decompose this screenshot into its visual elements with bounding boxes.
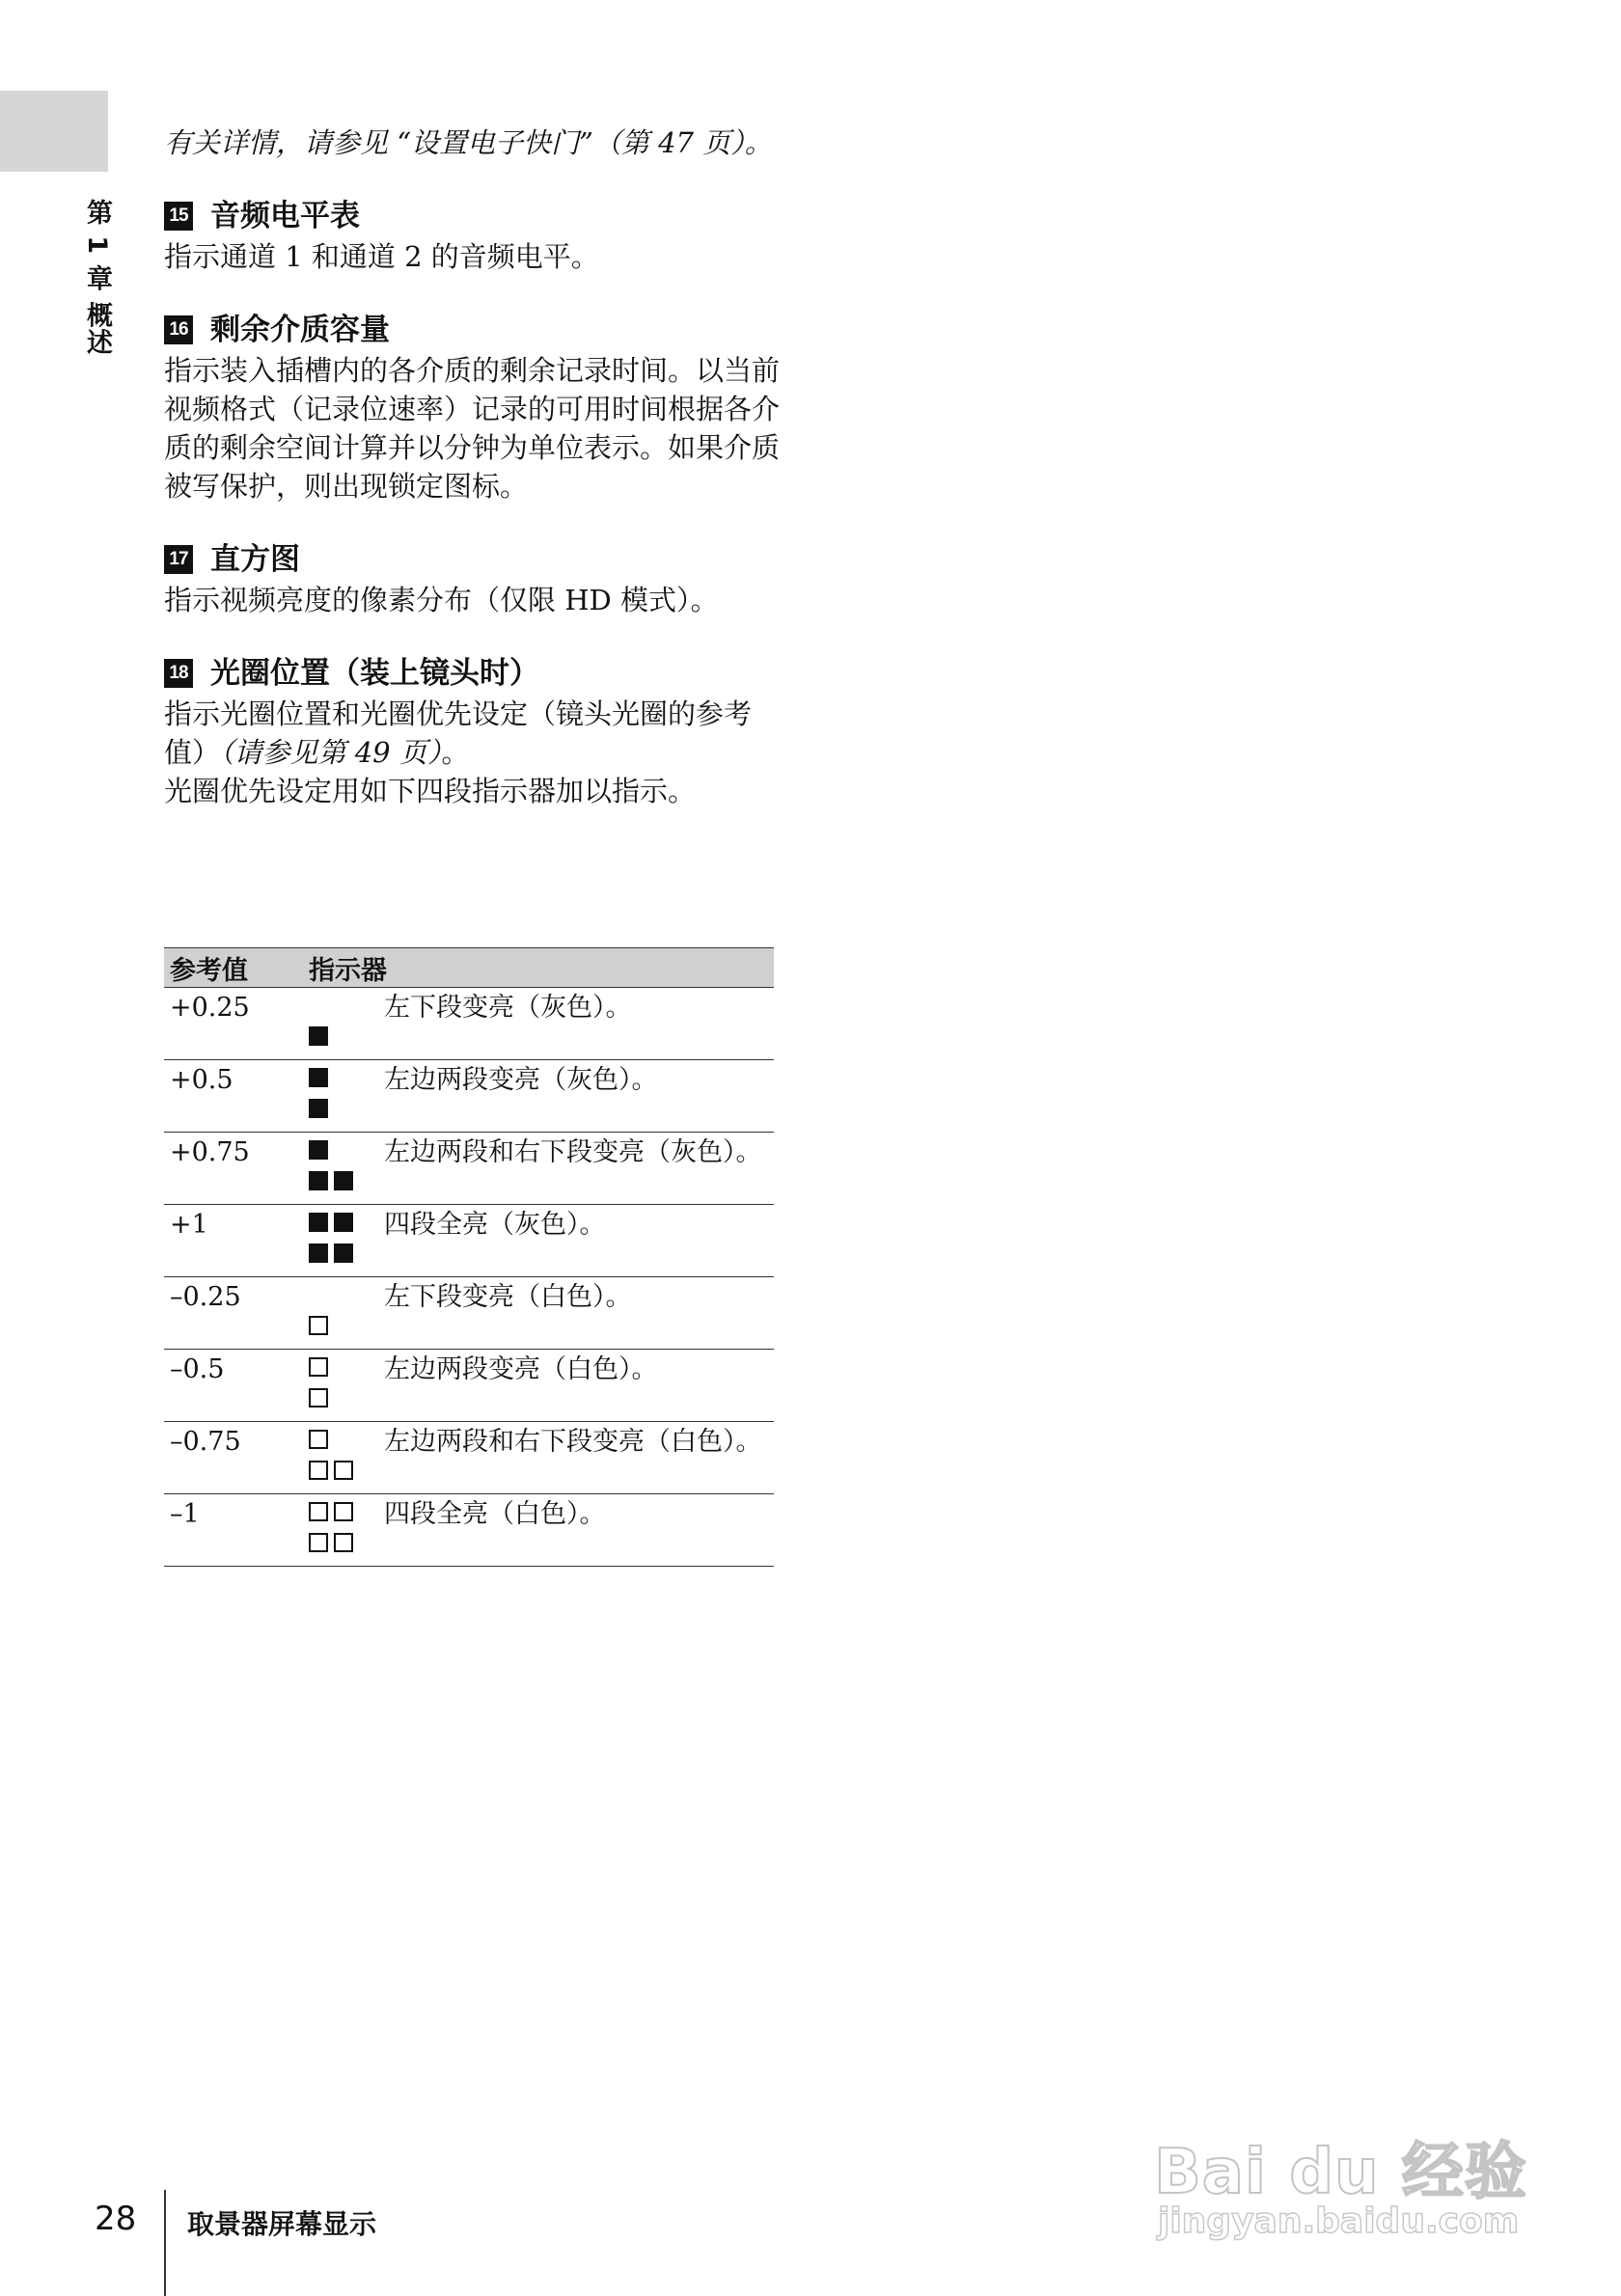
section-number-badge: 15 xyxy=(164,202,193,231)
table-row xyxy=(164,1422,774,1494)
hollow-square-icon xyxy=(334,1533,353,1552)
indicator-description: 左下段变亮（灰色）。 xyxy=(378,988,774,1060)
indicator-cell xyxy=(303,1350,378,1422)
section-title: 音频电平表 xyxy=(210,199,360,233)
filled-square-icon xyxy=(309,1140,328,1160)
chapter-tab xyxy=(0,91,108,172)
table-row xyxy=(164,1350,774,1422)
indicator-cell xyxy=(303,1422,378,1494)
footer-divider xyxy=(164,2190,166,2296)
reference-value: –0.5 xyxy=(164,1350,303,1422)
chapter-label: 第 1 章 概述 xyxy=(82,199,112,356)
section-16 xyxy=(164,311,782,506)
hollow-square-icon xyxy=(309,1461,328,1480)
indicator-description: 左边两段和右下段变亮（灰色）。 xyxy=(378,1133,774,1205)
filled-square-icon xyxy=(309,1026,328,1046)
section-body: 指示装入插槽内的各介质的剩余记录时间。以当前视频格式（记录位速率）记录的可用时间根据各介质的剩余空间计算并以分钟为单位表示。如果介质被写保护，则出现锁定图标。 xyxy=(164,354,781,503)
indicator-cell xyxy=(303,1205,378,1277)
indicator-description: 左边两段变亮（灰色）。 xyxy=(378,1060,774,1133)
indicator-cell xyxy=(303,1494,378,1567)
section-17 xyxy=(164,540,782,619)
four-segment-indicator-icon xyxy=(309,996,372,1052)
four-segment-indicator-icon xyxy=(309,1357,372,1413)
filled-square-icon xyxy=(334,1171,353,1190)
reference-value: –0.75 xyxy=(164,1422,303,1494)
section-title: 直方图 xyxy=(210,542,300,577)
indicator-description: 左边两段变亮（白色）。 xyxy=(378,1350,774,1422)
section-title: 剩余介质容量 xyxy=(210,313,390,347)
hollow-square-icon xyxy=(309,1430,328,1449)
four-segment-indicator-icon xyxy=(309,1430,372,1486)
table-row xyxy=(164,988,774,1060)
section-number-badge: 18 xyxy=(164,659,193,688)
indicator-cell xyxy=(303,1060,378,1133)
col-header-indicator: 指示器 xyxy=(303,948,774,988)
section-title: 光圈位置（装上镜头时） xyxy=(210,656,539,691)
section-body: 指示光圈位置和光圈优先设定（镜头光圈的参考值）（请参见第 49 页）。 xyxy=(164,697,753,769)
reference-value: –1 xyxy=(164,1494,303,1567)
reference-value: –0.25 xyxy=(164,1277,303,1350)
four-segment-indicator-icon xyxy=(309,1068,372,1124)
watermark-logo: Bai du 经验 xyxy=(1154,2137,1527,2208)
four-segment-indicator-icon xyxy=(309,1213,372,1269)
page-reference: （请参见第 49 页） xyxy=(220,736,442,769)
footer-title: 取景器屏幕显示 xyxy=(187,2208,377,2240)
table-row xyxy=(164,1133,774,1205)
table-row xyxy=(164,1205,774,1277)
reference-value: +0.5 xyxy=(164,1060,303,1133)
filled-square-icon xyxy=(309,1068,328,1087)
page-number: 28 xyxy=(95,2200,137,2238)
reference-value: +0.25 xyxy=(164,988,303,1060)
filled-square-icon xyxy=(334,1244,353,1263)
section-body: 指示通道 1 和通道 2 的音频电平。 xyxy=(164,240,599,273)
filled-square-icon xyxy=(334,1213,353,1232)
hollow-square-icon xyxy=(309,1388,328,1408)
filled-square-icon xyxy=(309,1213,328,1232)
indicator-cell xyxy=(303,1133,378,1205)
section-body: 指示视频亮度的像素分布（仅限 HD 模式）。 xyxy=(164,584,719,616)
hollow-square-icon xyxy=(334,1502,353,1521)
col-header-value: 参考值 xyxy=(164,948,303,988)
table-row xyxy=(164,1277,774,1350)
table-row xyxy=(164,1060,774,1133)
section-number-badge: 16 xyxy=(164,315,193,344)
filled-square-icon xyxy=(309,1244,328,1263)
table-row xyxy=(164,1494,774,1567)
indicator-description: 左下段变亮（白色）。 xyxy=(378,1277,774,1350)
reference-value: +1 xyxy=(164,1205,303,1277)
main-content xyxy=(164,123,782,810)
iris-indicator-table xyxy=(164,947,774,1567)
filled-square-icon xyxy=(309,1099,328,1118)
section-15 xyxy=(164,197,782,276)
hollow-square-icon xyxy=(309,1357,328,1377)
section-body-2: 光圈优先设定用如下四段指示器加以指示。 xyxy=(164,775,697,807)
indicator-description: 四段全亮（灰色）。 xyxy=(378,1205,774,1277)
table-header-row xyxy=(164,948,774,988)
indicator-description: 左边两段和右下段变亮（白色）。 xyxy=(378,1422,774,1494)
section-18 xyxy=(164,654,782,810)
hollow-square-icon xyxy=(309,1316,328,1335)
indicator-cell xyxy=(303,1277,378,1350)
four-segment-indicator-icon xyxy=(309,1285,372,1341)
four-segment-indicator-icon xyxy=(309,1140,372,1196)
indicator-description: 四段全亮（白色）。 xyxy=(378,1494,774,1567)
hollow-square-icon xyxy=(334,1461,353,1480)
indicator-cell xyxy=(303,988,378,1060)
intro-reference: 有关详情，请参见 “设置电子快门”（第 47 页）。 xyxy=(164,126,773,159)
hollow-square-icon xyxy=(309,1502,328,1521)
watermark-url: jingyan.baidu.com xyxy=(1158,2201,1520,2241)
hollow-square-icon xyxy=(309,1533,328,1552)
reference-value: +0.75 xyxy=(164,1133,303,1205)
four-segment-indicator-icon xyxy=(309,1502,372,1558)
section-number-badge: 17 xyxy=(164,545,193,574)
filled-square-icon xyxy=(309,1171,328,1190)
